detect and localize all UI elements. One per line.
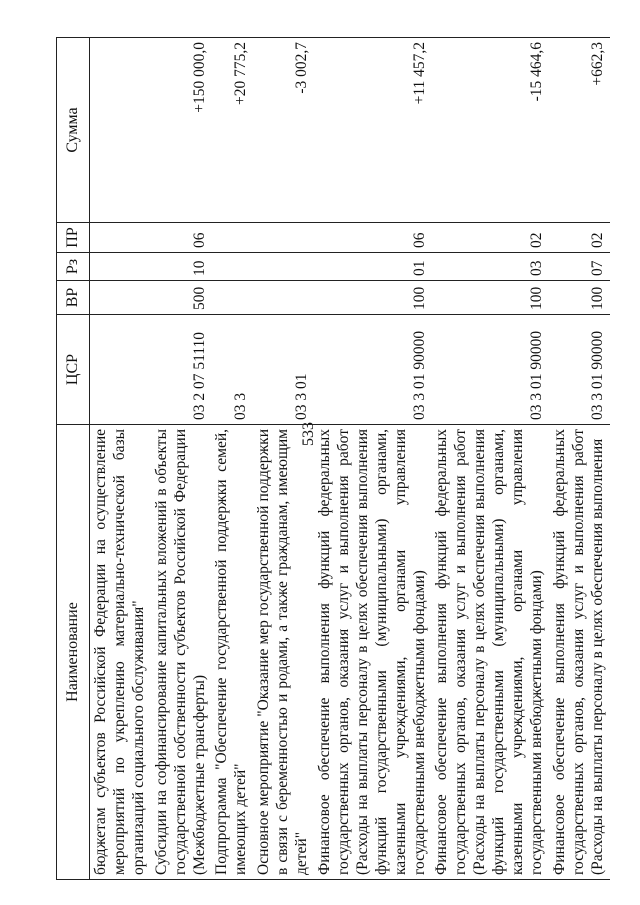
row-csr-cell: 03 3 01 90000: [431, 315, 548, 425]
table-row: [151, 38, 212, 880]
table-row: [431, 38, 548, 880]
row-csr-cell: [90, 315, 151, 425]
table-body: [90, 38, 610, 880]
table-row: [314, 38, 431, 880]
row-name-cell: Финансовое обеспечение выполнения функций федеральных государственных органов, оказания услуг и выполнения работ (Расходы на выплаты персоналу в целях обеспечения выполнения функций государственными (муниципальными) органами, казенными учреждениями, органами управления государственными внебюджетными фондами): [314, 425, 431, 880]
row-pr-cell: [90, 223, 151, 253]
row-rz-cell: 07: [549, 253, 610, 281]
row-sum-cell: [90, 38, 151, 223]
row-sum-cell: +150 000,0: [151, 38, 212, 223]
header-vr: ВР: [57, 281, 90, 315]
budget-table-container: [56, 38, 626, 880]
header-rz: Рз: [57, 253, 90, 281]
row-vr-cell: [253, 281, 314, 315]
row-pr-cell: 02: [549, 223, 610, 253]
row-rz-cell: [90, 253, 151, 281]
header-csr: ЦСР: [57, 315, 90, 425]
row-sum-cell: +662,3: [549, 38, 610, 223]
row-name-cell: Финансовое обеспечение выполнения функций федеральных государственных органов, оказания услуг и выполнения работ (Расходы на выплаты персоналу в целях обеспечения выполнения: [549, 425, 610, 880]
table-row: [253, 38, 314, 880]
table-header-row: [57, 38, 90, 880]
row-sum-cell: +11 457,2: [314, 38, 431, 223]
row-name-cell: Подпрограмма "Обеспечение государственной поддержки семей, имеющих детей": [211, 425, 253, 880]
row-rz-cell: 01: [314, 253, 431, 281]
row-rz-cell: [253, 253, 314, 281]
row-csr-cell: 03 3: [211, 315, 253, 425]
header-sum: Сумма: [57, 38, 90, 223]
row-csr-cell: 03 3 01 90000: [549, 315, 610, 425]
row-vr-cell: [211, 281, 253, 315]
header-pr: ПР: [57, 223, 90, 253]
row-pr-cell: 06: [314, 223, 431, 253]
row-pr-cell: 02: [431, 223, 548, 253]
row-sum-cell: -3 002,7: [253, 38, 314, 223]
row-pr-cell: 06: [151, 223, 212, 253]
table-row: [211, 38, 253, 880]
header-name: Наименование: [57, 425, 90, 880]
row-vr-cell: 100: [314, 281, 431, 315]
row-csr-cell: 03 3 01 90000: [314, 315, 431, 425]
row-pr-cell: [253, 223, 314, 253]
row-vr-cell: 100: [431, 281, 548, 315]
row-csr-cell: 03 2 07 51110: [151, 315, 212, 425]
row-name-cell: бюджетам субъектов Российской Федерации на осуществление мероприятий по укреплению материально-технической базы организаций социального обслуживания": [90, 425, 151, 880]
row-vr-cell: 100: [549, 281, 610, 315]
table-row: [549, 38, 610, 880]
row-rz-cell: 10: [151, 253, 212, 281]
row-csr-cell: 03 3 01: [253, 315, 314, 425]
row-sum-cell: -15 464,6: [431, 38, 548, 223]
budget-table: [56, 37, 610, 880]
row-rz-cell: [211, 253, 253, 281]
page-number: 533: [300, 422, 317, 446]
table-row: [90, 38, 151, 880]
row-vr-cell: [90, 281, 151, 315]
row-rz-cell: 03: [431, 253, 548, 281]
row-pr-cell: [211, 223, 253, 253]
row-vr-cell: 500: [151, 281, 212, 315]
row-sum-cell: +20 775,2: [211, 38, 253, 223]
row-name-cell: Основное мероприятие "Оказание мер государственной поддержки в связи с беременностью и родами, а также гражданам, имеющим детей": [253, 425, 314, 880]
row-name-cell: Финансовое обеспечение выполнения функций федеральных государственных органов, оказания услуг и выполнения работ (Расходы на выплаты персоналу в целях обеспечения выполнения функций государственными (муниципальными) органами, казенными учреждениями, органами управления государственными внебюджетными фондами): [431, 425, 548, 880]
row-name-cell: Субсидии на софинансирование капитальных вложений в объекты государственной собственности субъектов Российской Федерации (Межбюджетные трансферты): [151, 425, 212, 880]
